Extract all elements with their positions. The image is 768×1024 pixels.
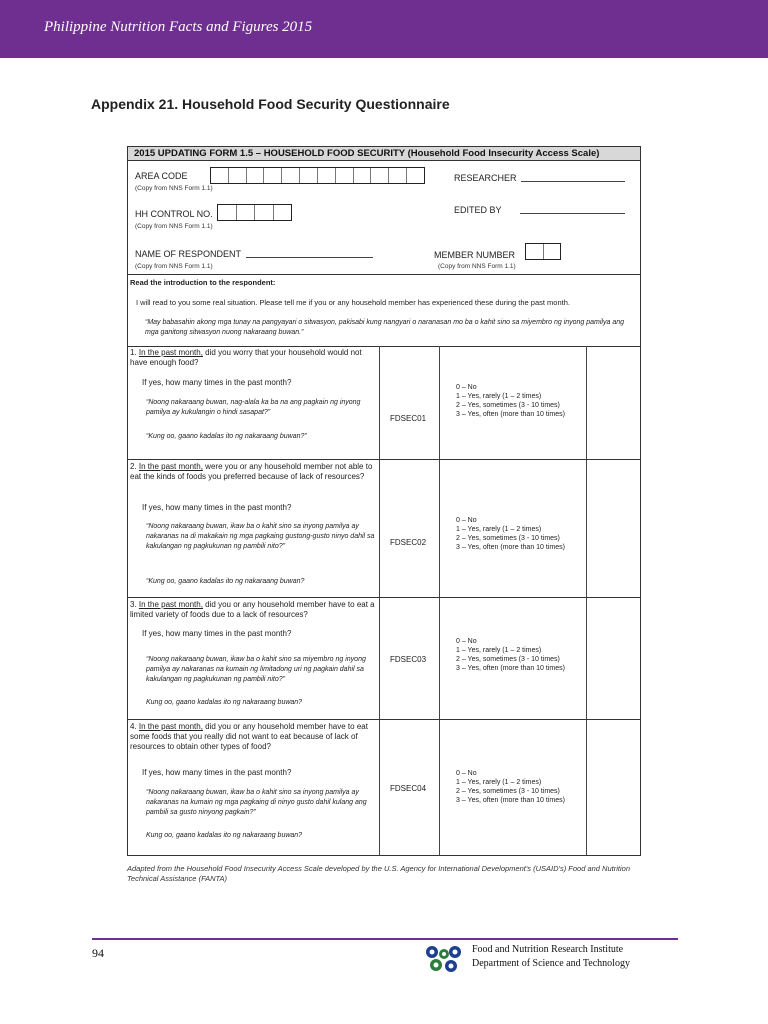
question-tagalog: “Noong nakaraang buwan, ikaw ba o kahit sino sa inyong pamilya ay nakaranas na di makakain ng mga pagkaing gustong-gusto ninyo dahil sa kakulangan ng pagkukunan ng pambili nito?”: [146, 523, 375, 550]
answer-cell[interactable]: [587, 598, 640, 719]
question-text: 2. In the past month, were you or any household member not able to eat the kinds of foods you preferred because of lack of resources?: [130, 462, 373, 481]
answer-options: 0 – No 1 – Yes, rarely (1 – 2 times) 2 – Yes, sometimes (3 - 10 times) 3 – Yes, often (more than 10 times): [456, 517, 565, 551]
member-number-note: (Copy from NNS Form 1.1): [438, 263, 516, 270]
question-tagalog: “Noong nakaraang buwan, ikaw ba o kahit sino sa miyembro ng inyong pamilya ay nakaranas na kumain ng limitadong uri ng pagkain dahil sa kakulangan ng pagkukunan ng pambili nito?”: [146, 656, 366, 683]
question-row: [128, 720, 640, 855]
question-tagalog: “Noong nakaraang buwan, ikaw ba o kahit sino sa inyong pamilya ay nakaranas na kumain ng mga pagkaing di ninyo gusto dahil kulang ang pambili sa gusto ninyong pagkain?”: [146, 789, 367, 816]
question-row: [128, 460, 640, 597]
form-header: 2015 UPDATING FORM 1.5 – HOUSEHOLD FOOD SECURITY (Household Food Insecurity Access Scale): [128, 147, 640, 161]
area-code-note: (Copy from NNS Form 1.1): [135, 185, 213, 192]
researcher-label: RESEARCHER: [454, 173, 517, 183]
answer-options: 0 – No 1 – Yes, rarely (1 – 2 times) 2 – Yes, sometimes (3 - 10 times) 3 – Yes, often (more than 10 times): [456, 770, 565, 804]
hh-control-boxes[interactable]: [217, 204, 292, 221]
question-code: FDSEC03: [390, 655, 427, 664]
divider: [128, 274, 640, 275]
area-code-boxes[interactable]: [210, 167, 425, 184]
header-banner: [0, 0, 768, 58]
area-code-label: AREA CODE: [135, 171, 188, 181]
question-code: FDSEC02: [390, 538, 427, 547]
question-tagalog-followup: Kung oo, gaano kadalas ito ng nakaraang buwan?: [146, 832, 303, 839]
hh-control-label: HH CONTROL NO.: [135, 209, 213, 219]
fnri-logo-icon: [424, 944, 466, 974]
member-number-label: MEMBER NUMBER: [434, 250, 516, 260]
page-number: 94: [92, 946, 104, 960]
hh-control-note: (Copy from NNS Form 1.1): [135, 223, 213, 230]
source-footnote: Adapted from the Household Food Insecurity Access Scale developed by the U.S. Agency for International Development's (USAID's) Food and Nutrition Technical Assistance (FANTA): [127, 864, 630, 883]
intro-english: I will read to you some real situation. Please tell me if you or any household member has experienced these during the past month.: [136, 298, 570, 307]
answer-cell[interactable]: [587, 346, 640, 458]
researcher-field[interactable]: [521, 181, 625, 182]
question-code: FDSEC04: [390, 784, 427, 793]
edited-by-label: EDITED BY: [454, 205, 502, 215]
respondent-field[interactable]: [246, 257, 373, 258]
respondent-label: NAME OF RESPONDENT: [135, 249, 242, 259]
question-text: 3. In the past month, did you or any household member have to eat a limited variety of foods due to a lack of resources?: [130, 600, 375, 619]
page-title: Appendix 21. Household Food Security Questionnaire: [91, 96, 450, 112]
institute-name: Food and Nutrition Research Institute: [472, 944, 624, 955]
question-followup: If yes, how many times in the past month?: [142, 629, 292, 638]
respondent-note: (Copy from NNS Form 1.1): [135, 263, 213, 270]
edited-by-field[interactable]: [520, 213, 625, 214]
question-tagalog-followup: “Kung oo, gaano kadalas ito ng nakaraang buwan?”: [146, 433, 307, 440]
answer-options: 0 – No 1 – Yes, rarely (1 – 2 times) 2 – Yes, sometimes (3 - 10 times) 3 – Yes, often (more than 10 times): [456, 638, 565, 672]
question-followup: If yes, how many times in the past month?: [142, 768, 292, 777]
member-number-boxes[interactable]: [525, 243, 561, 260]
question-followup: If yes, how many times in the past month?: [142, 378, 292, 387]
department-name: Department of Science and Technology: [472, 958, 630, 969]
intro-tagalog: “May babasahin akong mga tunay na pangyayari o sitwasyon, pakisabi kung nangyari o naranasan mo ba o kahit sino sa miyembro ng inyong pamilya ang mga ganitong sitwasyon nuong nakaraang buwan.”: [145, 319, 625, 336]
publication-title: Philippine Nutrition Facts and Figures 2015: [44, 19, 313, 35]
footer-rule: [92, 938, 678, 940]
question-row: [128, 598, 640, 719]
question-text: 1. In the past month, did you worry that your household would not have enough food?: [130, 348, 362, 367]
question-row: [128, 346, 640, 459]
question-tagalog-followup: “Kung oo, gaano kadalas ito ng nakaraang buwan?: [146, 578, 305, 585]
answer-cell[interactable]: [587, 460, 640, 597]
answer-options: 0 – No 1 – Yes, rarely (1 – 2 times) 2 – Yes, sometimes (3 - 10 times) 3 – Yes, often (more than 10 times): [456, 384, 565, 418]
questionnaire-form: [127, 146, 641, 856]
question-followup: If yes, how many times in the past month?: [142, 503, 292, 512]
question-tagalog-followup: Kung oo, gaano kadalas ito ng nakaraang buwan?: [146, 699, 303, 706]
question-tagalog: “Noong nakaraang buwan, nag-alala ka ba na ang pagkain ng inyong pamilya ay kukulangin o hindi sasapat?”: [146, 399, 361, 416]
question-text: 4. In the past month, did you or any household member have to eat some foods that you really did not want to eat because of lack of resources to obtain other types of food?: [130, 722, 368, 751]
answer-cell[interactable]: [587, 720, 640, 855]
question-code: FDSEC01: [390, 414, 427, 423]
intro-heading: Read the introduction to the respondent:: [130, 278, 276, 287]
